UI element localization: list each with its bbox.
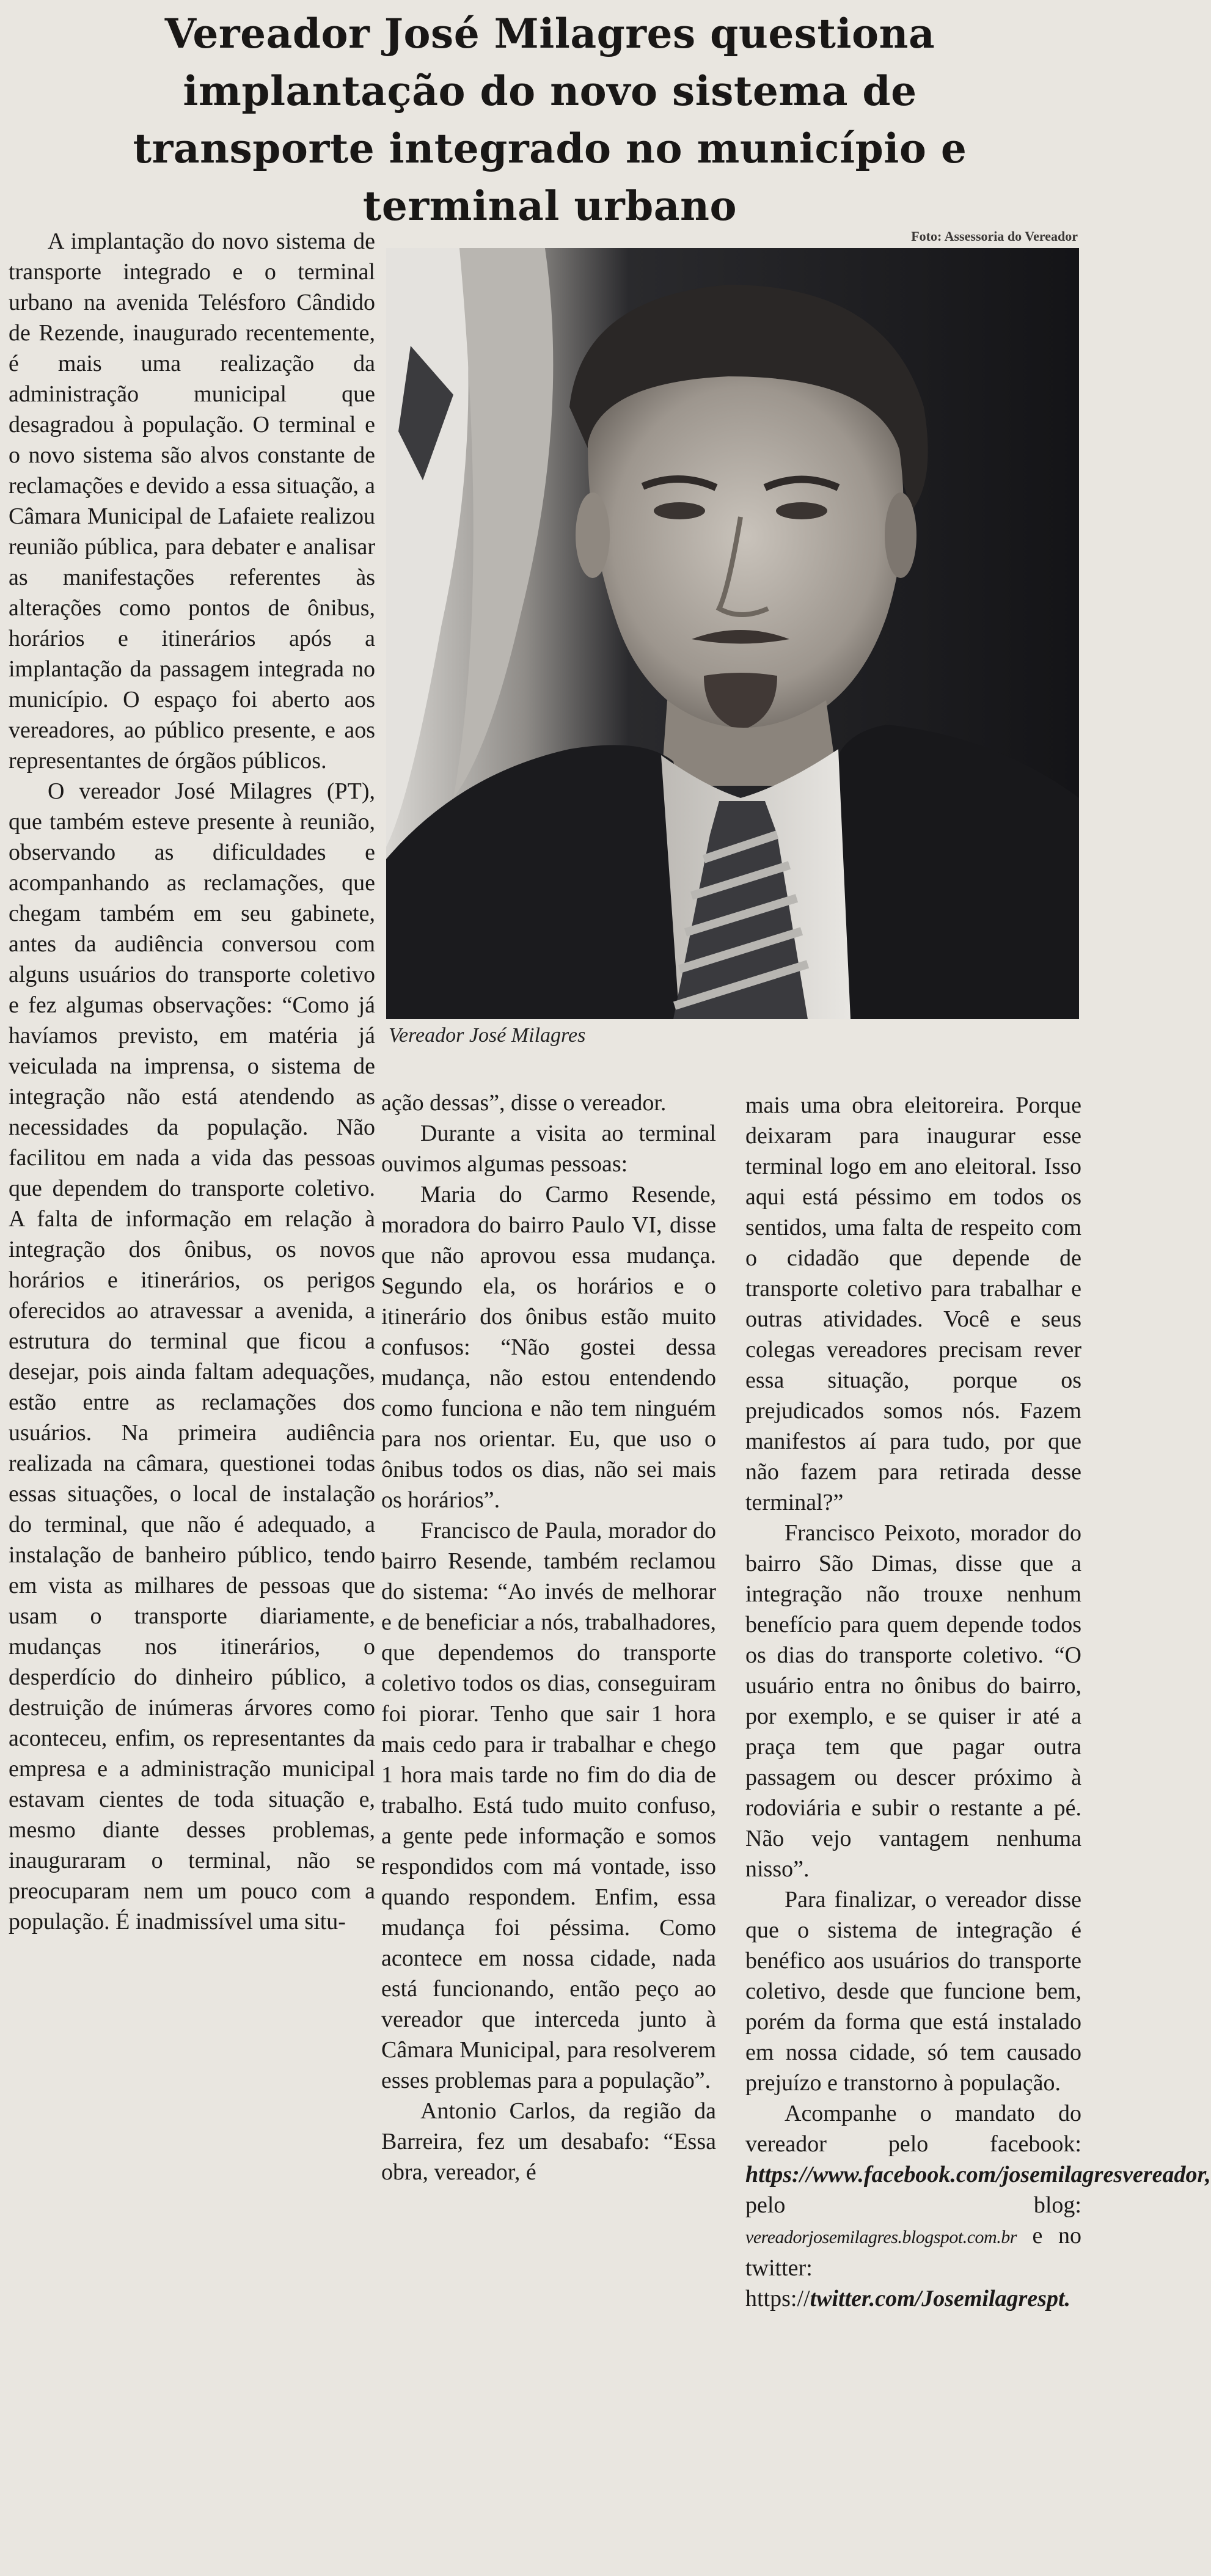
closing-intro: Acompanhe o mandato do vereador pelo facebook: <box>745 2101 1081 2157</box>
twitter-link[interactable]: twitter.com/Josemilagrespt. <box>810 2286 1071 2311</box>
article-paragraph: Francisco Peixoto, morador do bairro São Dimas, disse que a integração não trouxe nenhum benefício para quem depende todos os dias do transporte coletivo. “O usuário entra no ônibus do bairro, por exemplo, e se quiser ir até a praça tem que pagar outra passagem ou descer próximo à rodoviária e subir o restante a pé. Não vejo vantagem nenhuma nisso”. <box>745 1520 1081 1882</box>
article-paragraph: mais uma obra eleitoreira. Porque deixaram para inaugurar esse terminal logo em ano eleitoral. Isso aqui está péssimo em todos os sentidos, uma falta de respeito com o cidadão que depende de transporte coletivo para trabalhar e outras atividades. Você e seus colegas vereadores precisam rever essa situação, porque os prejudicados somos nós. Fazem manifestos aí para tudo, por que não fazem para retirada desse terminal?” <box>745 1092 1081 1515</box>
article-paragraph: Antonio Carlos, da região da Barreira, fez um desabafo: “Essa obra, vereador, é <box>381 2098 716 2185</box>
article-paragraph: A implantação do novo sistema de transporte integrado e o terminal urbano na avenida Telésforo Cândido de Rezende, inaugurado recentemente, é mais uma realização da administração municipal que desagradou à população. O terminal e o novo sistema são alvos constante de reclamações e devido a essa situação, a Câmara Municipal de Lafaiete realizou reunião pública, para debater e analisar as manifestações referentes às alterações como pontos de ônibus, horários e itinerários após a implantação da passagem integrada no município. O espaço foi aberto aos vereadores, ao público presente, e aos representantes de órgãos públicos. <box>9 229 375 774</box>
twitter-prefix: https:// <box>745 2286 810 2311</box>
closing-paragraph <box>745 2098 1211 2314</box>
article-paragraph: Para finalizar, o vereador disse que o sistema de integração é benéfico aos usuários do transporte coletivo, desde que funcione bem, porém da forma que está instalado em nossa cidade, só tem causado prejuízo e transtorno à população. <box>745 1887 1081 2096</box>
article-paragraph: Francisco de Paula, morador do bairro Resende, também reclamou do sistema: “Ao invés de melhorar e de beneficiar a nós, trabalhadores, que dependemos do transporte coletivo todos os dias, conseguiram foi piorar. Tenho que sair 1 hora mais cedo para ir trabalhar e chego 1 hora mais tarde no fim do dia de trabalho. Está tudo muito confuso, a gente pede informação e somos respondidos com má vontade, isso quando respondem. Enfim, essa mudança foi péssima. Como acontece em nossa cidade, nada está funcionando, então peço ao vereador que interceda junto à Câmara Municipal, para resolverem esses problemas para a população”. <box>381 1518 716 2093</box>
photo-caption: Vereador José Milagres <box>389 1024 586 1047</box>
facebook-link[interactable]: https://www.facebook.com/josemilagresvereador, <box>745 2162 1211 2187</box>
photo-credit: Foto: Assessoria do Vereador <box>911 229 1078 244</box>
article-paragraph: Durante a visita ao terminal ouvimos algumas pessoas: <box>381 1121 716 1177</box>
blog-link[interactable]: vereadorjosemilagres.blogspot.com.br <box>745 2227 1017 2247</box>
article-column-2 <box>381 1088 716 2572</box>
article-headline: Vereador José Milagres questiona implantação do novo sistema de transporte integrado no município e terminal urbano <box>133 10 967 230</box>
article-photo <box>386 248 1079 1019</box>
article-paragraph: ação dessas”, disse o vereador. <box>381 1090 667 1116</box>
article-column-3 <box>745 1090 1211 2572</box>
article-column-1 <box>9 226 375 2572</box>
article-paragraph: Maria do Carmo Resende, moradora do bairro Paulo VI, disse que não aprovou essa mudança. Segundo ela, os horários e o itinerário dos ônibus estão muito confusos: “Não gostei dessa mudança, não estou entendendo como funciona e não tem ninguém para nos orientar. Eu, que uso o ônibus todos os dias, não sei mais os horários”. <box>381 1182 716 1513</box>
twitter-label: e no twitter: <box>745 2223 1081 2281</box>
portrait-image <box>386 248 1079 1019</box>
blog-label: pelo blog: <box>745 2192 1081 2218</box>
article-paragraph: O vereador José Milagres (PT), que também esteve presente à reunião, observando as dificuldades e acompanhando as reclamações, que chegam também em seu gabinete, antes da audiência conversou com alguns usuários do transporte coletivo e fez algumas observações: “Como já havíamos previsto, em matéria já veiculada na imprensa, o sistema de integração não está atendendo as necessidades da população. Não facilitou em nada a vida das pessoas que dependem do transporte coletivo. A falta de informação em relação à integração dos ônibus, os novos horários e itinerários, os perigos oferecidos ao atravessar a avenida, a estrutura do terminal que ficou a desejar, pois ainda faltam adequações, estão entre as reclamações dos usuários. Na primeira audiência realizada na câmara, questionei todas essas situações, o local de instalação do terminal, que não é adequado, a instalação de banheiro público, tendo em vista as milhares de pessoas que usam o transporte diariamente, mudanças nos itinerários, o desperdício do dinheiro público, a destruição de inúmeras árvores como aconteceu, enfim, os representantes da empresa e a administração municipal estavam cientes de toda situação e, mesmo diante desses problemas, inauguraram o terminal, não se preocuparam nem um pouco com a população. É inadmissível uma situ- <box>9 778 375 1934</box>
